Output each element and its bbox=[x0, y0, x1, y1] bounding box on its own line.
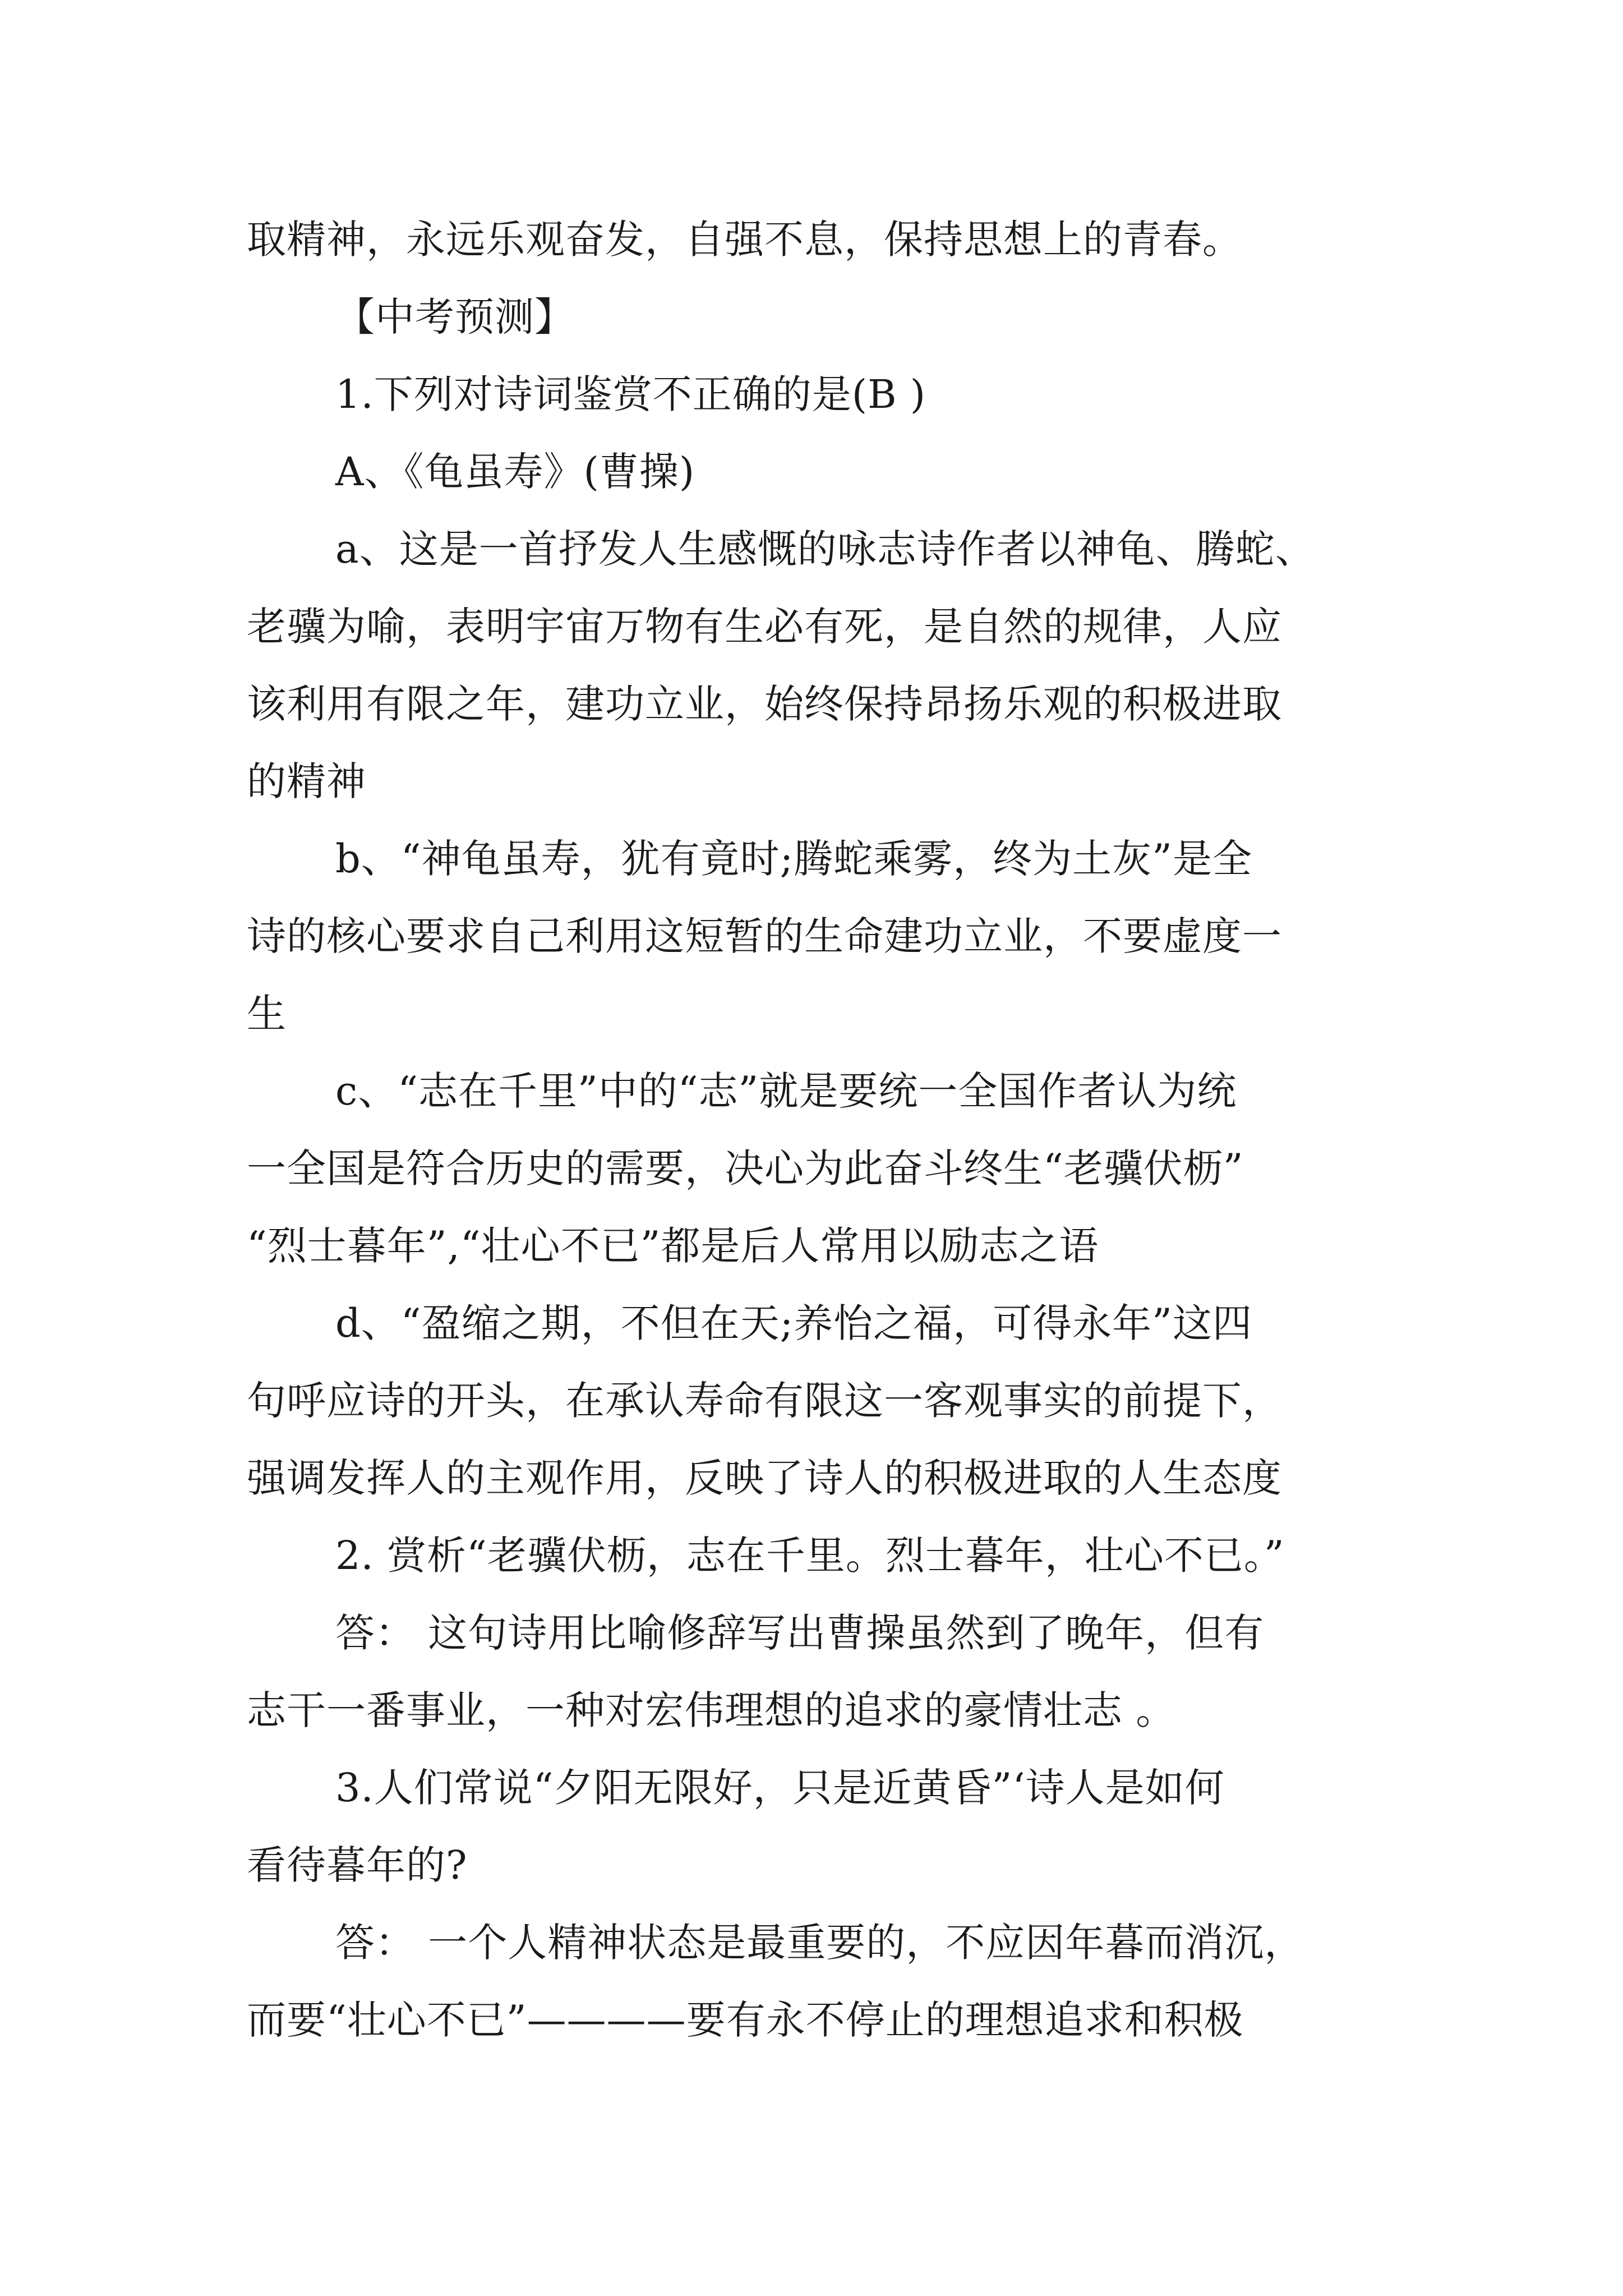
option-d-line: 句呼应诗的开头，在承认寿命有限这一客观事实的前提下， bbox=[247, 1378, 1282, 1424]
option-a-line: a、这是一首抒发人生感慨的咏志诗作者以神龟、腾蛇、 bbox=[335, 526, 1315, 572]
answer-3-line: 而要“壮心不已”————要有永不停止的理想追求和积极 bbox=[247, 1997, 1244, 2043]
question-1: 1.下列对诗词鉴赏不正确的是(B ) bbox=[335, 371, 926, 417]
section-heading: 【中考预测】 bbox=[335, 294, 574, 340]
option-b-line: 诗的核心要求自己利用这短暂的生命建功立业，不要虚度一 bbox=[247, 913, 1282, 959]
option-d-line: 强调发挥人的主观作用，反映了诗人的积极进取的人生态度 bbox=[247, 1455, 1282, 1501]
option-a-line: 该利用有限之年，建功立业，始终保持昂扬乐观的积极进取 bbox=[247, 681, 1282, 727]
option-b-line: 生 bbox=[247, 991, 287, 1037]
option-d-line: d、“盈缩之期，不但在天;养怡之福，可得永年”这四 bbox=[335, 1300, 1252, 1346]
option-c-line: “烈士暮年”,“壮心不已”都是后人常用以励志之语 bbox=[247, 1223, 1099, 1269]
option-c-line: c、“志在千里”中的“志”就是要统一全国作者认为统 bbox=[335, 1068, 1237, 1114]
question-3-line: 看待暮年的? bbox=[247, 1842, 468, 1888]
option-b-line: b、“神龟虽寿，犹有竟时;腾蛇乘雾，终为土灰”是全 bbox=[335, 836, 1252, 882]
option-a-line: 老骥为喻，表明宇宙万物有生必有死，是自然的规律，人应 bbox=[247, 604, 1282, 650]
answer-3-line: 答： 一个人精神状态是最重要的，不应因年暮而消沉， bbox=[335, 1920, 1304, 1966]
option-a-line: 的精神 bbox=[247, 758, 366, 804]
option-a-title: A、《龟虽寿》(曹操) bbox=[335, 449, 695, 495]
text-line: 取精神，永远乐观奋发，自强不息，保持思想上的青春。 bbox=[247, 217, 1242, 263]
answer-2-line: 志干一番事业，一种对宏伟理想的追求的豪情壮志 。 bbox=[247, 1687, 1176, 1733]
option-c-line: 一全国是符合历史的需要，决心为此奋斗终生“老骥伏枥” bbox=[247, 1145, 1244, 1191]
question-3: 3.人们常说“夕阳无限好，只是近黄昏”‘诗人是如何 bbox=[335, 1765, 1225, 1811]
answer-2-line: 答： 这句诗用比喻修辞写出曹操虽然到了晚年，但有 bbox=[335, 1610, 1265, 1656]
question-2: 2. 赏析“老骥伏枥，志在千里。烈士暮年，壮心不已。” bbox=[335, 1533, 1285, 1579]
